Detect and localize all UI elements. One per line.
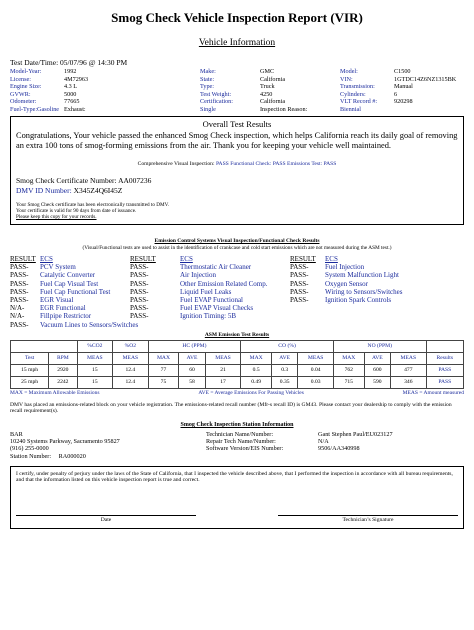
vehicle-field-value: 920298: [394, 98, 413, 105]
ase-cell: 58: [179, 376, 205, 388]
ase-row: [11, 364, 464, 376]
vehicle-field-value: 6: [394, 90, 398, 98]
vehicle-field-label: Odometer:: [10, 98, 37, 105]
check-item: [325, 321, 425, 329]
ase-cell: 477: [391, 364, 427, 376]
vehicle-field-value: Inspection Reason:: [260, 105, 308, 113]
check-item: Fillpipe Restrictor: [40, 312, 92, 321]
ase-cell: 12.4: [113, 376, 149, 388]
check-item: Fuel Cap Functional Test: [40, 287, 111, 296]
check-item: Thermostatic Air Cleaner: [180, 263, 252, 272]
ase-column-header: MAX: [333, 352, 364, 364]
check-item: Fuel Cap Visual Test: [40, 279, 99, 288]
ecs-column-header: ECS: [325, 255, 338, 263]
emission-check-title: Emission Control Systems Visual Inspection/Functional Check Results: [154, 238, 320, 244]
vehicle-field-label: State:: [200, 75, 215, 83]
check-item: Other Emission Related Comp.: [180, 279, 268, 288]
ase-group-header: HC (PPM): [148, 340, 241, 352]
result-column-header: RESULT: [130, 255, 156, 263]
ase-cell: 77: [148, 364, 179, 376]
vehicle-field-label: Certification:: [200, 98, 233, 105]
ase-column-header-row: [11, 352, 464, 364]
check-item: Wiring to Sensors/Switches: [325, 287, 403, 296]
ase-column-header: AVE: [364, 352, 390, 364]
check-result: PASS-: [10, 296, 29, 305]
legend-max: MAX = Maximum Allowable Emissions: [10, 389, 100, 396]
ase-legend: [10, 390, 464, 396]
station-name: BAR: [10, 431, 23, 439]
test-date-value: 05/07/96 @ 14:30 PM: [60, 58, 128, 67]
ase-cell: 21: [205, 364, 241, 376]
check-item: Air Injection: [180, 271, 216, 280]
repair-tech-label: Repair Tech Name/Number:: [206, 438, 276, 446]
ase-cell: 2920: [49, 364, 77, 376]
check-result: PASS-: [10, 320, 29, 329]
vehicle-info-grid: [10, 68, 464, 113]
certificate-note: Your certificate is valid for 90 days from date of issuance.: [16, 208, 137, 214]
legend-ave: AVE = Average Emissions For Passing Vehicles: [198, 389, 304, 396]
vehicle-field-label: VIN:: [340, 75, 353, 83]
test-date-label: Test Date/Time:: [10, 58, 59, 67]
vehicle-field-label: Test Weight:: [200, 90, 232, 98]
ase-cell: 2242: [49, 376, 77, 388]
station-info-grid: [10, 431, 464, 460]
check-result: PASS-: [290, 287, 309, 296]
result-column-header: RESULT: [10, 255, 36, 263]
vehicle-field-value: California: [260, 75, 286, 83]
ase-column-header: MEAS: [113, 352, 149, 364]
ase-group-header: NO (PPM): [333, 340, 426, 352]
ase-cell: 0.04: [298, 364, 334, 376]
emission-check-grid: [10, 255, 464, 329]
check-result: [290, 312, 325, 320]
check-item: Ignition Timing: 5B: [180, 312, 237, 321]
vehicle-field-label: Engine Size:: [10, 83, 42, 90]
technician-signature-line: Technician’s Signature: [278, 515, 458, 523]
check-result: PASS-: [130, 296, 149, 305]
visual-result: PASS: [215, 161, 229, 167]
vehicle-field-value: 1992: [64, 68, 77, 75]
vehicle-field-value: 4250: [260, 90, 273, 98]
ase-group-header: CO (%): [241, 340, 334, 352]
certificate-number-line: [16, 176, 458, 185]
ase-cell: 25 mph: [11, 376, 49, 388]
check-item: PCV System: [40, 263, 76, 272]
vehicle-field-label: Model:: [340, 68, 358, 75]
vehicle-field-value: C1500: [394, 68, 411, 75]
software-label: Software Version/EIS Number:: [206, 445, 284, 453]
check-item: [325, 312, 425, 320]
check-result: PASS-: [290, 271, 309, 280]
ase-group-header: %CO2: [77, 340, 113, 352]
ase-cell: 17: [205, 376, 241, 388]
vehicle-field-label: Transmission:: [340, 83, 375, 90]
test-date-line: [10, 58, 464, 67]
station-number-label: Station Number:: [10, 452, 52, 460]
date-line: Date: [16, 515, 196, 523]
repair-tech: N/A: [318, 438, 329, 446]
ase-group-header-row: [11, 340, 464, 352]
functional-result: PASS: [272, 161, 286, 167]
check-item: Oxygen Sensor: [325, 279, 368, 288]
check-result: PASS-: [290, 279, 309, 288]
vehicle-field-label: Cylinders:: [340, 90, 366, 98]
ase-empty-header: [11, 340, 78, 352]
vehicle-field-value: 4M72963: [64, 75, 89, 83]
overall-results-title: Overall Test Results: [202, 119, 272, 129]
emissions-label: Emissions Test:: [287, 161, 323, 167]
check-item: Fuel EVAP Functional: [180, 296, 244, 305]
visual-label: Comprehensive Visual Inspection:: [137, 161, 215, 167]
spacer: [120, 76, 200, 84]
certificate-note: Your Smog Check certificate has been electronically transmitted to DMV.: [16, 202, 169, 208]
ase-cell: 590: [364, 376, 390, 388]
ase-cell: 60: [179, 364, 205, 376]
ase-cell: 0.5: [241, 364, 272, 376]
ecs-column-header: ECS: [180, 255, 193, 263]
check-result: [130, 321, 180, 329]
ase-column-header: MEAS: [77, 352, 113, 364]
vehicle-field-value: 5000: [64, 90, 77, 98]
check-item: EGR Visual: [40, 296, 74, 305]
dmv-id-number: X345Z4Q6I45Z: [73, 186, 123, 195]
check-result: PASS-: [290, 296, 309, 305]
dmv-id-line: [16, 186, 458, 195]
vehicle-field-label: Fuel-Type:Gasoline: [10, 105, 60, 113]
overall-results-box: [10, 116, 464, 225]
check-result: PASS-: [10, 279, 29, 288]
vehicle-info-heading: Vehicle Information: [198, 38, 276, 48]
check-item: System Malfunction Light: [325, 271, 399, 280]
ase-cell: 75: [148, 376, 179, 388]
vehicle-field-label: GVWR:: [10, 90, 31, 98]
ecs-column-header: ECS: [40, 255, 53, 263]
vehicle-field-label: Biennial: [340, 105, 361, 113]
check-result: N/A-: [10, 312, 25, 321]
vehicle-field-label: Model-Year:: [10, 68, 42, 75]
ase-cell: 762: [333, 364, 364, 376]
ase-column-header: Test: [11, 352, 49, 364]
overall-results-text: Congratulations, Your vehicle passed the enhanced Smog Check inspection, which helps California reach its daily goal of removing an extra 100 tons of smog-forming emissions from the air. Thank you for keeping your vehicle well maintained.: [16, 131, 458, 150]
ase-column-header: RPM: [49, 352, 77, 364]
check-item: Ignition Spark Controls: [325, 296, 392, 305]
spacer: [120, 91, 200, 99]
check-item: EGR Functional: [40, 304, 86, 313]
ase-title: ASM Emission Test Results: [204, 331, 270, 338]
vehicle-field-label: License:: [10, 75, 31, 83]
check-result: PASS-: [10, 263, 29, 272]
vehicle-field-value: 1GTDC14Z6NZ1315BK: [394, 75, 457, 83]
check-result: PASS-: [10, 271, 29, 280]
ase-column-header: Results: [426, 352, 463, 364]
vehicle-field-value: 4.3 L: [64, 83, 78, 90]
emission-check-subtitle: (Visual/Functional tests are used to assist in the identification of crankcase and cold start emissions which are not measured during the ASM test.): [82, 245, 392, 251]
ase-column-header: MEAS: [205, 352, 241, 364]
certificate-number: AA007236: [118, 176, 152, 185]
ase-cell: 715: [333, 376, 364, 388]
check-result: PASS-: [130, 287, 149, 296]
vehicle-field-value: California: [260, 98, 286, 105]
spacer: [120, 106, 200, 114]
vehicle-field-label: Type:: [200, 83, 214, 90]
ase-empty-header: [426, 340, 463, 352]
vehicle-field-value: Truck: [260, 83, 275, 90]
ase-cell: 600: [364, 364, 390, 376]
ase-cell: 0.03: [298, 376, 334, 388]
certification-text: I certify, under penalty of perjury under the laws of the State of California, that I inspected the vehicle described above, that I performed the inspection in accordance with all bureau requirements, and that the information listed on this vehicle inspection report is true and correct.: [16, 470, 453, 484]
spacer: [120, 83, 200, 91]
tech-name: Gant Stephen Paul/EU023127: [318, 431, 393, 439]
ase-cell: 15: [77, 376, 113, 388]
vehicle-field-label: Make:: [200, 68, 216, 75]
result-column-header: RESULT: [290, 255, 316, 263]
check-result: N/A-: [10, 304, 25, 313]
check-item: Fuel Injection: [325, 263, 365, 272]
vehicle-field-value: Manual: [394, 83, 413, 90]
vehicle-field-value: 77665: [64, 98, 80, 105]
station-phone: (916) 255-0000: [10, 445, 49, 453]
certificate-note: Please keep this copy for your records.: [16, 214, 97, 220]
certificate-number-label: Smog Check Certificate Number:: [16, 176, 117, 185]
software-version: 9506/AA340998: [318, 445, 360, 453]
ase-column-header: MAX: [148, 352, 179, 364]
certificate-notes: [16, 202, 458, 220]
legend-meas: MEAS = Amount measured: [402, 389, 464, 396]
ase-cell: PASS: [426, 376, 463, 388]
check-result: PASS-: [130, 279, 149, 288]
check-item: [180, 321, 290, 329]
ase-cell: 15: [77, 364, 113, 376]
ase-column-header: MEAS: [391, 352, 427, 364]
check-result: PASS-: [10, 287, 29, 296]
ase-column-header: AVE: [179, 352, 205, 364]
station-address: 10240 Systems Parkway, Sacramento 95827: [10, 438, 120, 446]
vehicle-field-label: Single: [200, 105, 216, 113]
vehicle-field-value: [394, 106, 454, 114]
station-number: RA000020: [58, 452, 86, 460]
check-result: [290, 321, 325, 329]
ase-column-header: MEAS: [298, 352, 334, 364]
vehicle-field-value: GMC: [260, 68, 275, 75]
ase-results-table: [10, 340, 464, 389]
check-item: [325, 304, 425, 312]
functional-label: Functional Check:: [230, 161, 272, 167]
ase-cell: 0.35: [272, 376, 298, 388]
check-result: PASS-: [290, 263, 309, 272]
check-result: [290, 304, 325, 312]
check-item: Catalytic Converter: [40, 271, 96, 280]
check-item: Liquid Fuel Leaks: [180, 287, 232, 296]
check-item: Vacuum Lines to Sensors/Switches: [40, 320, 139, 329]
ase-column-header: MAX: [241, 352, 272, 364]
check-result: PASS-: [130, 312, 149, 321]
ase-cell: 12.4: [113, 364, 149, 376]
ase-row: [11, 376, 464, 388]
spacer: [120, 68, 200, 76]
check-result: PASS-: [130, 263, 149, 272]
ase-cell: 0.49: [241, 376, 272, 388]
inspection-summary: [16, 161, 458, 167]
report-title: Smog Check Vehicle Inspection Report (VIR): [111, 10, 363, 25]
station-number-line: [10, 453, 206, 460]
ase-cell: 0.3: [272, 364, 298, 376]
certification-box: [10, 466, 464, 529]
ase-column-header: AVE: [272, 352, 298, 364]
tech-name-label: Technician Name/Number:: [206, 431, 274, 439]
signature-row: [16, 515, 458, 523]
ase-cell: PASS: [426, 364, 463, 376]
ase-group-header: %O2: [113, 340, 149, 352]
dmv-recall-note: DMV has placed an emissions-related block on your vehicle registration. The emissions-related recall number (Mfr-s recall ID) is GM43. Please contact your dealership to comply with the emission recall requirement(s).: [10, 401, 452, 415]
vehicle-field-value: Exhaust:: [64, 105, 86, 113]
emissions-result: PASS: [323, 161, 337, 167]
vehicle-field-label: VLT Record #:: [340, 98, 378, 105]
dmv-id-label: DMV ID Number:: [16, 186, 72, 195]
check-result: PASS-: [130, 271, 149, 280]
check-result: PASS-: [130, 304, 149, 313]
check-item: Fuel EVAP Visual Checks: [180, 304, 254, 313]
station-info-title: Smog Check Inspection Station Information: [180, 422, 294, 429]
ase-cell: 15 mph: [11, 364, 49, 376]
spacer: [120, 98, 200, 106]
ase-cell: 346: [391, 376, 427, 388]
